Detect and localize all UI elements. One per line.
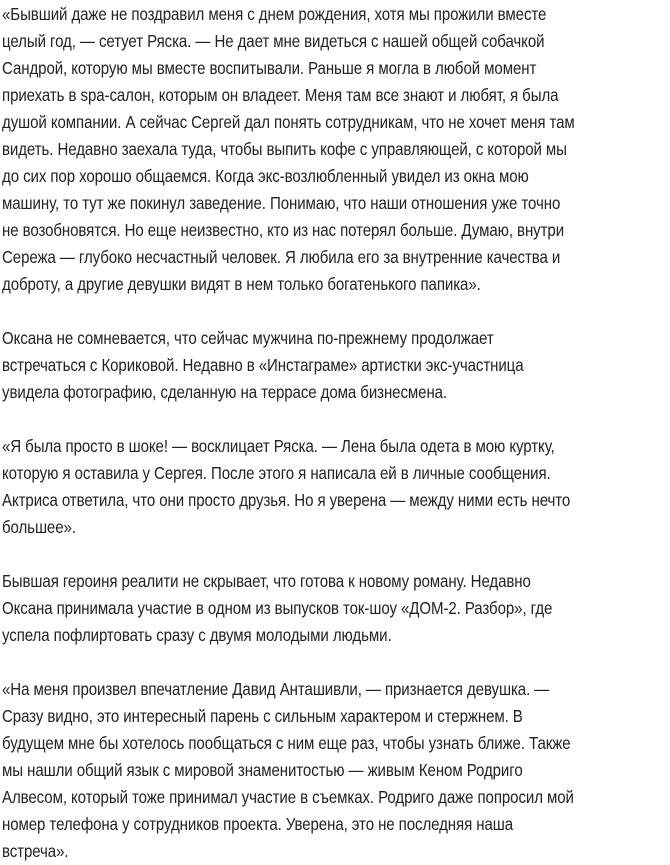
text-line: будущем мне бы хотелось пообщаться с ним еще раз, чтобы узнать ближе. Также	[2, 733, 571, 753]
text-line: до сих пор хорошо общаемся. Когда экс-возлюбленный увидел из окна мою	[2, 166, 529, 186]
text-line: Актриса ответила, что они просто друзья. Но я уверена — между ними есть нечто	[2, 490, 571, 510]
text-line: Бывшая героиня реалити не скрывает, что готова к новому роману. Недавно	[2, 571, 531, 591]
text-line: «Бывший даже не поздравил меня с днем рождения, хотя мы прожили вместе	[2, 4, 547, 24]
text-line: «Я была просто в шоке! — восклицает Ряска. — Лена была одета в мою куртку,	[2, 436, 555, 456]
text-line: Алвесом, который тоже принимал участие в съемках. Родриго даже попросил мой	[2, 787, 574, 807]
text-line: целый год, — сетует Ряска. — Не дает мне видеться с нашей общей собачкой	[2, 31, 545, 51]
paragraph-quote-birthday	[2, 1, 670, 298]
text-line: мы нашли общий язык с мировой знаменитостью — живым Кеном Родриго	[2, 760, 523, 780]
text-line: номер телефона у сотрудников проекта. Уверена, это не последняя наша	[2, 814, 514, 834]
text-line: «На меня произвел впечатление Давид Анташивли, — признается девушка. —	[2, 679, 550, 699]
text-line: душой компании. А сейчас Сергей дал понять сотрудникам, что не хочет меня там	[2, 112, 575, 132]
paragraph-new-romance	[2, 568, 670, 649]
paragraph-korikova	[2, 325, 670, 406]
text-line: не возобновятся. Но еще неизвестно, кто из нас потерял больше. Думаю, внутри	[2, 220, 565, 240]
text-line: увидела фотографию, сделанную на террасе дома бизнесмена.	[2, 382, 448, 402]
article-body	[0, 1, 670, 865]
text-line: приехать в spa-салон, которым он владеет. Меня там все знают и любят, я была	[2, 85, 559, 105]
paragraph-quote-shock	[2, 433, 670, 541]
text-line: Сандрой, которую мы вместе воспитывали. Раньше я могла в любой момент	[2, 58, 537, 78]
text-line: Сразу видно, это интересный парень с сильным характером и стержнем. В	[2, 706, 523, 726]
paragraph-quote-impression	[2, 676, 670, 865]
text-line: успела пофлиртовать сразу с двумя молодыми людьми.	[2, 625, 392, 645]
text-line: встречаться с Кориковой. Недавно в «Инстаграме» артистки экс-участница	[2, 355, 524, 375]
text-line: встреча».	[2, 841, 69, 861]
text-line: Оксана не сомневается, что сейчас мужчина по-прежнему продолжает	[2, 328, 494, 348]
text-line: видеть. Недавно заехала туда, чтобы выпить кофе с управляющей, с которой мы	[2, 139, 567, 159]
text-line: Оксана принимала участие в одном из выпусков ток-шоу «ДОМ-2. Разбор», где	[2, 598, 553, 618]
text-line: Сережа — глубоко несчастный человек. Я любила его за внутренние качества и	[2, 247, 561, 267]
text-line: которую я оставила у Сергея. После этого я написала ей в личные сообщения.	[2, 463, 551, 483]
text-line: доброту, а другие девушки видят в нем только богатенького папика».	[2, 274, 481, 294]
text-line: машину, то тут же покинул заведение. Понимаю, что наши отношения уже точно	[2, 193, 561, 213]
text-line: большее».	[2, 517, 76, 537]
